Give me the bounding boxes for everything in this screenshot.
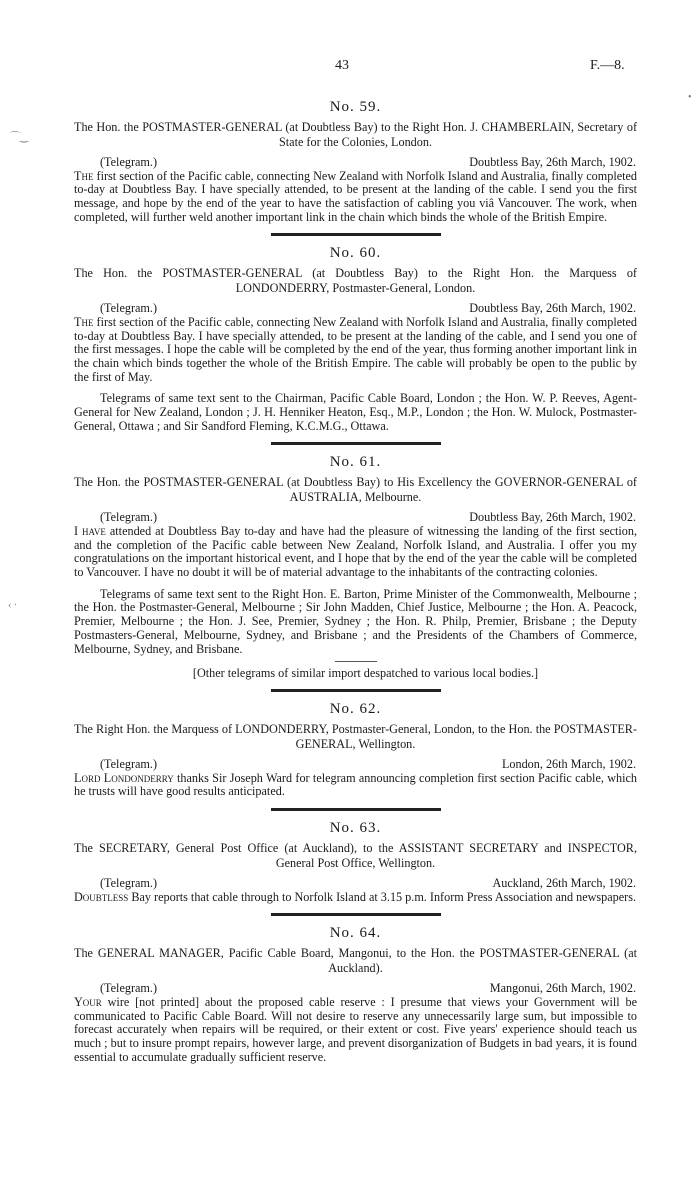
section-divider: [271, 913, 441, 916]
section-number: No. 64.: [329, 925, 382, 942]
place-date: Doubtless Bay, 26th March, 1902.: [469, 301, 636, 316]
place-date: Doubtless Bay, 26th March, 1902.: [469, 155, 636, 169]
telegram-section: [74, 453, 637, 680]
section-divider: [271, 808, 441, 811]
short-divider: [335, 661, 377, 662]
telegram-label: (Telegram.): [100, 876, 158, 891]
telegram-label: (Telegram.): [100, 301, 158, 316]
page-body: [74, 98, 637, 1064]
place-date: Doubtless Bay, 26th March, 1902.: [469, 510, 636, 525]
section-divider: [271, 689, 441, 692]
telegram-label: (Telegram.): [100, 155, 158, 169]
body-text: first section of the Pacific cable, connecting New Zealand with Norfolk Island and Australia, finally completed to-day at Doubtless Bay. I have specially attended, to be present at the landing of the cable. I send you the first message, and hope by the end of the year to have the satisfaction of cabling you viâ Vancouver. The work, when completed, will further weld another important link in the chain which binds the whole of the British Empire.: [74, 168, 638, 224]
additional-recipients: Telegrams of same text sent to the Chairman, Pacific Cable Board, London ; the Hon. W. P. Reeves, Agent-General for New Zealand, London ; J. H. Henniker Heaton, Esq., M.P., London ; the Hon. W. Mulock, Postmaster-General, Ottawa ; and Sir Sandford Fleming, K.C.M.G., Ottawa.: [74, 391, 637, 433]
place-date: Auckland, 26th March, 1902.: [492, 876, 636, 891]
margin-mark: ⌒‿: [10, 132, 29, 143]
section-heading: The Hon. the POSTMASTER-GENERAL (at Doubtless Bay) to His Excellency the GOVERNOR-GENERAL of AUSTRALIA, Melbourne.: [74, 475, 637, 504]
margin-mark: •: [688, 92, 692, 103]
lead-word: Your: [74, 994, 102, 1009]
telegram-section: [74, 244, 637, 433]
body-text: attended at Doubtless Bay to-day and have had the pleasure of witnessing the landing of the first section, and the completion of the Pacific cable between New Zealand, Norfolk Island, and Australia. I offer you my congratulations on the important historical event, and I hope that by the end of the year the cable will be completed to Vancouver. I have no doubt it will be of material advantage to the inhabitants of the contracting colonies.: [74, 523, 637, 580]
lead-word: Lord Londonderry: [74, 770, 174, 785]
section-heading: The Hon. the POSTMASTER-GENERAL (at Doubtless Bay) to the Right Hon. J. CHAMBERLAIN, Secretary of State for the Colonies, London.: [74, 120, 637, 149]
section-divider: [271, 442, 441, 445]
section-number: No. 61.: [329, 454, 382, 471]
section-body: [74, 891, 637, 905]
telegram-label: (Telegram.): [100, 981, 158, 996]
lead-word: The: [74, 314, 94, 329]
telegram-line: [74, 510, 637, 525]
telegram-line: [74, 155, 637, 170]
section-number: No. 59.: [329, 99, 382, 115]
section-heading: The GENERAL MANAGER, Pacific Cable Board, Mangonui, to the Hon. the POSTMASTER-GENERAL (at Auckland).: [74, 946, 637, 975]
body-text: first section of the Pacific cable, connecting New Zealand with Norfolk Island and Australia, finally completed to-day at Doubtless Bay. I have specially attended, to be present at the landing of the cable, and I send you one of the first messages. I hope the cable will be completed by the end of the year, thus forming another important link in the chain which binds together the whole of the British Empire. The cable will probably be open to the public by the first of May.: [74, 314, 638, 384]
section-body: [74, 772, 637, 799]
section-heading: The SECRETARY, General Post Office (at Auckland), to the ASSISTANT SECRETARY and INSPECTOR, General Post Office, Wellington.: [74, 841, 637, 870]
section-number: No. 63.: [329, 820, 382, 837]
page-number: 43: [335, 58, 349, 73]
page-reference: F.—8.: [590, 58, 625, 73]
telegram-line: [74, 981, 637, 996]
telegram-line: [74, 757, 637, 772]
telegram-line: [74, 876, 637, 891]
section-number: No. 62.: [329, 701, 382, 718]
place-date: London, 26th March, 1902.: [501, 757, 636, 772]
section-body: [74, 996, 637, 1065]
telegram-label: (Telegram.): [100, 757, 158, 772]
section-number: No. 60.: [329, 245, 382, 262]
body-text: wire [not printed] about the proposed cable reserve : I presume that views your Government will be communicated to Pacific Cable Board. Will not desire to reserve any unnecessarily large sum, but impossible to forecast accurately when repairs will be required, or their extent or cost. Five years' experience should teach us much ; but to insure prompt repairs, however large, and prevent disorganization of Budgets in bad years, it is found essential to accumulate gradually sufficient reserve.: [74, 994, 637, 1064]
body-text: Bay reports that cable through to Norfolk Island at 3.15 p.m. Inform Press Association and newspapers.: [131, 889, 637, 904]
lead-word: The: [74, 168, 94, 183]
telegram-line: [74, 301, 637, 316]
telegram-section: [74, 700, 637, 799]
margin-mark: ‹ ·: [8, 600, 18, 611]
section-divider: [271, 233, 441, 236]
section-body: [74, 316, 637, 385]
lead-word: I have: [74, 523, 106, 538]
telegram-section: [74, 819, 637, 904]
section-heading: The Right Hon. the Marquess of LONDONDERRY, Postmaster-General, London, to the Hon. the POSTMASTER-GENERAL, Wellington.: [74, 722, 637, 751]
telegram-label: (Telegram.): [100, 510, 158, 525]
additional-recipients: Telegrams of same text sent to the Right Hon. E. Barton, Prime Minister of the Commonwealth, Melbourne ; the Hon. the Postmaster-General, Melbourne ; Sir John Madden, Chief Justice, Melbourne ; the Hon. A. Peacock, Premier, Melbourne ; the Hon. J. See, Premier, Sydney ; the Hon. R. Philp, Premier, Brisbane ; the Deputy Postmasters-General, Melbourne, Sydney, and Brisbane ; and the Presidents of the Chambers of Commerce, Melbourne, Sydney, and Brisbane.: [74, 586, 637, 656]
section-heading: The Hon. the POSTMASTER-GENERAL (at Doubtless Bay) to the Right Hon. the Marquess of LONDONDERRY, Postmaster-General, London.: [74, 266, 637, 295]
section-body: [74, 170, 637, 225]
editorial-note: [Other telegrams of similar import despatched to various local bodies.]: [192, 666, 539, 681]
section-body: [74, 525, 637, 580]
telegram-section: [74, 98, 637, 224]
telegram-section: [74, 924, 637, 1064]
body-text: thanks Sir Joseph Ward for telegram announcing completion first section Pacific cable, which he trusts will have good results anticipated.: [74, 770, 638, 799]
lead-word: Doubtless: [74, 889, 129, 904]
place-date: Mangonui, 26th March, 1902.: [489, 981, 636, 996]
